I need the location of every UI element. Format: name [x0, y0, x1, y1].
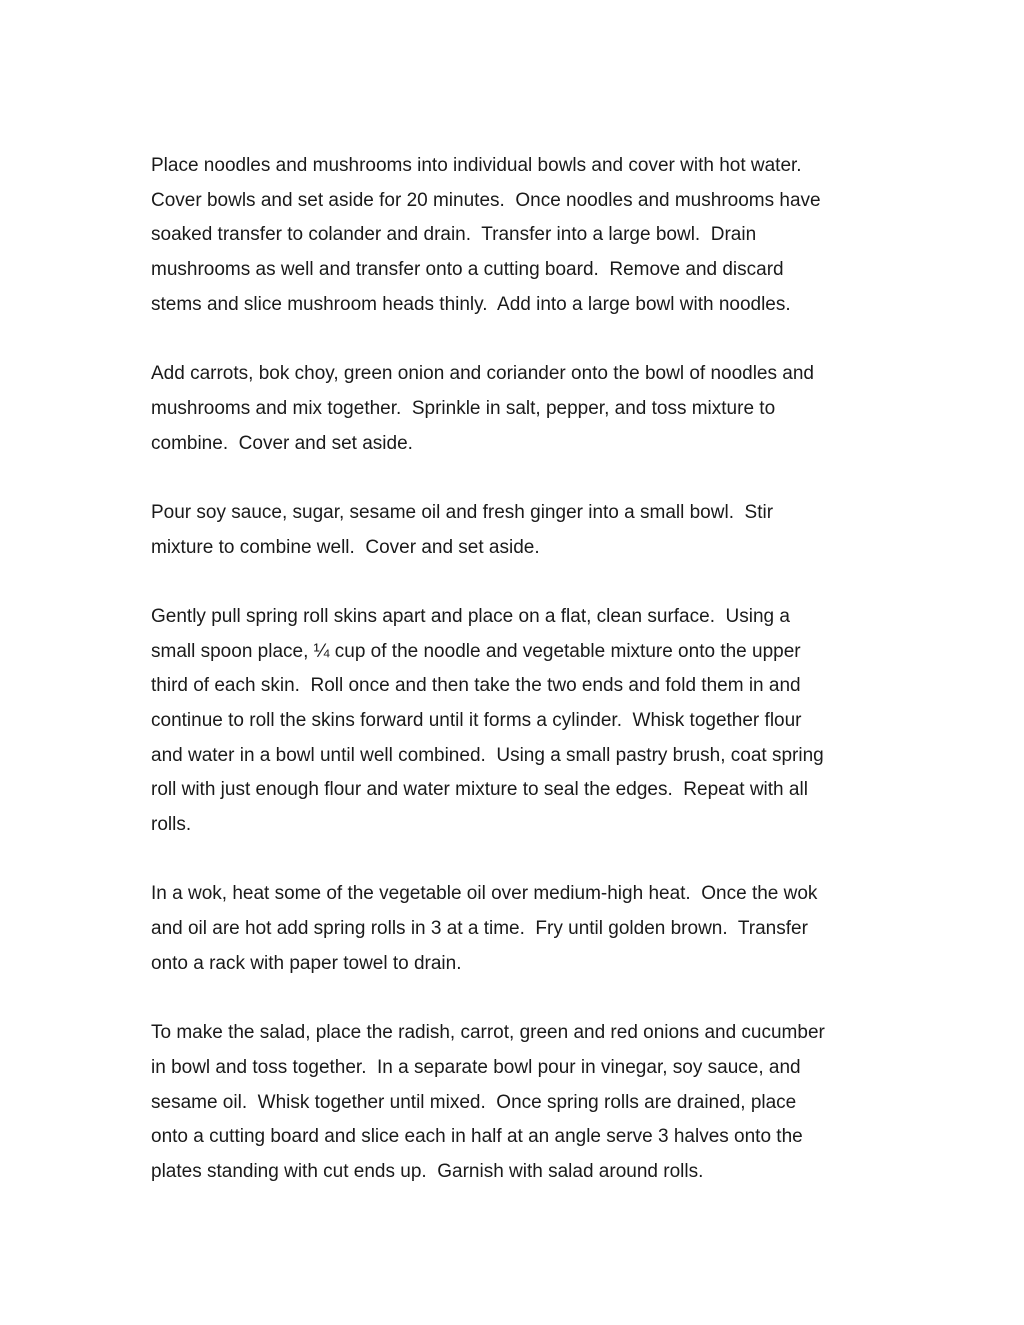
text-line: Place noodles and mushrooms into individual bowls and cover with hot water.: [151, 155, 802, 176]
text-line: Add carrots, bok choy, green onion and coriander onto the bowl of noodles and: [151, 363, 814, 385]
text-line: Cover bowls and set aside for 20 minutes. Once noodles and mushrooms have: [151, 189, 821, 211]
text-line: in bowl and toss together. In a separate bowl pour in vinegar, soy sauce, and: [151, 1056, 801, 1078]
text-line: sesame oil. Whisk together until mixed. Once spring rolls are drained, place: [151, 1091, 797, 1113]
recipe-instructions: [151, 149, 881, 1224]
text-line: Pour soy sauce, sugar, sesame oil and fresh ginger into a small bowl. Stir: [151, 501, 774, 523]
text-line: and oil are hot add spring rolls in 3 at a time. Fry until golden brown. Transfer: [151, 918, 808, 940]
paragraph-fry: [151, 877, 881, 981]
text-line: mushrooms and mix together. Sprinkle in salt, pepper, and toss mixture to: [151, 397, 776, 419]
text-line: Gently pull spring roll skins apart and place on a flat, clean surface. Using a: [151, 605, 790, 627]
text-line: onto a rack with paper towel to drain.: [151, 952, 462, 974]
paragraph-mix-vegetables: [151, 357, 881, 461]
text-line: soaked transfer to colander and drain. Transfer into a large bowl. Drain: [151, 224, 757, 246]
text-line: roll with just enough flour and water mixture to seal the edges. Repeat with all: [151, 779, 808, 801]
text-line: and water in a bowl until well combined. Using a small pastry brush, coat spring: [151, 744, 824, 766]
text-line: stems and slice mushroom heads thinly. Add into a large bowl with noodles.: [151, 293, 791, 315]
text-line: small spoon place, ¼ cup of the noodle and vegetable mixture onto the upper: [151, 640, 801, 662]
text-line: In a wok, heat some of the vegetable oil over medium-high heat. Once the wok: [151, 883, 818, 905]
text-line: mixture to combine well. Cover and set aside.: [151, 536, 540, 558]
text-line: onto a cutting board and slice each in half at an angle serve 3 halves onto the: [151, 1126, 803, 1148]
text-line: combine. Cover and set aside.: [151, 432, 413, 454]
paragraph-salad: [151, 1016, 881, 1189]
paragraph-sauce: [151, 496, 881, 565]
paragraph-soak-noodles: [151, 149, 881, 322]
text-line: mushrooms as well and transfer onto a cutting board. Remove and discard: [151, 259, 784, 281]
text-line: plates standing with cut ends up. Garnish with salad around rolls.: [151, 1160, 704, 1182]
text-line: third of each skin. Roll once and then take the two ends and fold them in and: [151, 675, 801, 697]
paragraph-roll-skins: [151, 600, 881, 843]
text-line: rolls.: [151, 814, 192, 836]
text-line: continue to roll the skins forward until it forms a cylinder. Whisk together flour: [151, 710, 802, 731]
text-line: To make the salad, place the radish, carrot, green and red onions and cucumber: [151, 1022, 825, 1044]
